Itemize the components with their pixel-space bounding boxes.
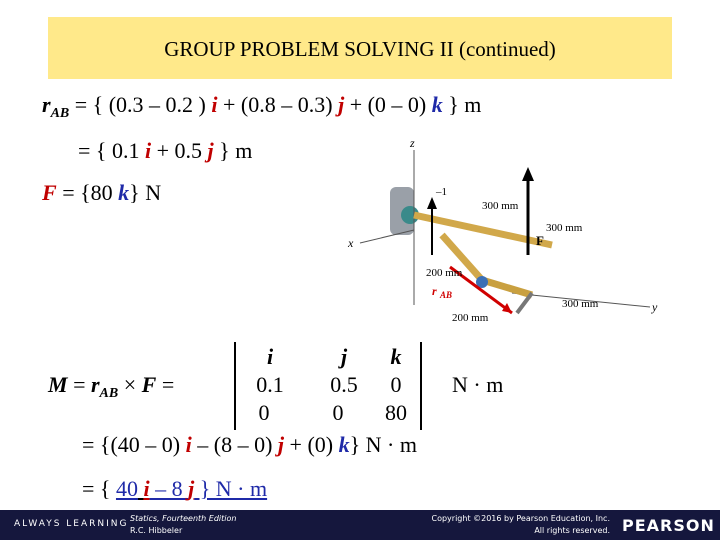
- dimension-label: 200 mm: [452, 312, 489, 324]
- eq2-start: = { 0.1: [78, 138, 145, 163]
- dimension-label: 300 mm: [546, 222, 583, 234]
- force-equation: [42, 180, 161, 206]
- i-unit: i: [185, 432, 192, 457]
- matrix-cell: k: [390, 344, 402, 369]
- dimension-label: 200 mm: [426, 267, 463, 279]
- force-label: F: [536, 233, 544, 248]
- moment-definition: [48, 372, 174, 402]
- j-unit: j: [207, 138, 214, 163]
- r-ab-subscript: AB: [440, 290, 453, 300]
- matrix-cell: 0.5: [330, 372, 358, 397]
- footer-author: R.C. Hibbeler: [130, 526, 183, 535]
- j-unit: j: [277, 432, 285, 457]
- title-banner: [48, 17, 672, 79]
- i-unit: i: [143, 476, 150, 501]
- moment-label: –1: [436, 186, 447, 198]
- matrix-cell: j: [340, 344, 348, 369]
- r-symbol: r: [42, 92, 51, 117]
- matrix-cell: 0.1: [256, 372, 284, 397]
- eq1-end: } m: [442, 92, 482, 117]
- f-symbol: F: [42, 180, 57, 205]
- dimension-label: 300 mm: [562, 298, 599, 310]
- footer-book-title: Statics, Fourteenth Edition: [130, 514, 237, 523]
- footer-copyright: Copyright ©2016 by Pearson Education, Inc.: [431, 514, 610, 523]
- matrix-cell: 0: [332, 400, 344, 425]
- matrix-cell: 0: [258, 400, 270, 425]
- f-symbol: F: [141, 372, 157, 397]
- x-axis-line: [360, 230, 414, 243]
- position-vector-equation: [42, 92, 481, 122]
- eq5-mid1: – (8 – 0): [191, 432, 278, 457]
- equals-sign: =: [156, 372, 175, 397]
- k-unit: k: [338, 432, 350, 457]
- pipe-assembly-figure: [332, 135, 672, 330]
- i-unit: i: [211, 92, 218, 117]
- figure-drawing: [332, 135, 672, 330]
- eq1-term3: + (0 – 0): [344, 92, 432, 117]
- k-unit: k: [118, 180, 130, 205]
- j-unit: j: [188, 476, 195, 501]
- pipe-segment-1: [414, 215, 552, 245]
- footer-bar: [0, 510, 720, 540]
- force-f-arrowhead: [522, 167, 534, 181]
- eq2-mid: + 0.5: [151, 138, 208, 163]
- m-symbol: M: [48, 372, 68, 397]
- eq2-end: } m: [213, 138, 253, 163]
- eq1-term2: + (0.8 – 0.3): [217, 92, 339, 117]
- footer-rights: All rights reserved.: [534, 526, 610, 535]
- cross-symbol: ×: [118, 372, 142, 397]
- eq3-mid: = {80: [56, 180, 119, 205]
- dimension-label: 300 mm: [482, 200, 519, 212]
- pipe-segment-3: [482, 280, 532, 295]
- eq5-start: = {(40 – 0): [82, 432, 186, 457]
- i-unit: i: [144, 138, 152, 163]
- r-subscript: AB: [99, 386, 119, 401]
- matrix-cell: 80: [385, 400, 407, 425]
- moment-arrowhead: [427, 197, 437, 209]
- moment-expansion: [82, 432, 417, 458]
- result-units: } N · m: [194, 476, 268, 501]
- moment-units: N · m: [452, 372, 504, 397]
- matrix-cell: i: [266, 344, 274, 369]
- eq5-mid2: + (0): [284, 432, 339, 457]
- eq6-start: = {: [82, 476, 116, 501]
- position-vector-result: [78, 138, 252, 164]
- eq1-term1: = { (0.3 – 0.2 ): [69, 92, 212, 117]
- r-ab-label: r: [432, 284, 437, 298]
- moment-result: [82, 476, 267, 502]
- k-unit: k: [431, 92, 443, 117]
- matrix-cell: 0: [390, 372, 402, 397]
- r-symbol: r: [90, 372, 100, 397]
- z-axis-label: z: [410, 136, 415, 150]
- x-axis-label: x: [348, 236, 354, 250]
- footer-tagline: ALWAYS LEARNING: [14, 519, 129, 529]
- result-i-coefficient: 40: [115, 476, 138, 501]
- y-axis-label: y: [652, 300, 658, 314]
- result-j-term: – 8: [149, 476, 189, 501]
- equals-sign: =: [67, 372, 91, 397]
- j-unit: j: [338, 92, 345, 117]
- r-subscript: AB: [50, 106, 70, 121]
- pearson-logo: PEARSON: [622, 516, 715, 535]
- eq5-end: } N · m: [349, 432, 417, 457]
- eq3-end: } N: [129, 180, 162, 205]
- slide-title: GROUP PROBLEM SOLVING II (continued): [164, 37, 556, 61]
